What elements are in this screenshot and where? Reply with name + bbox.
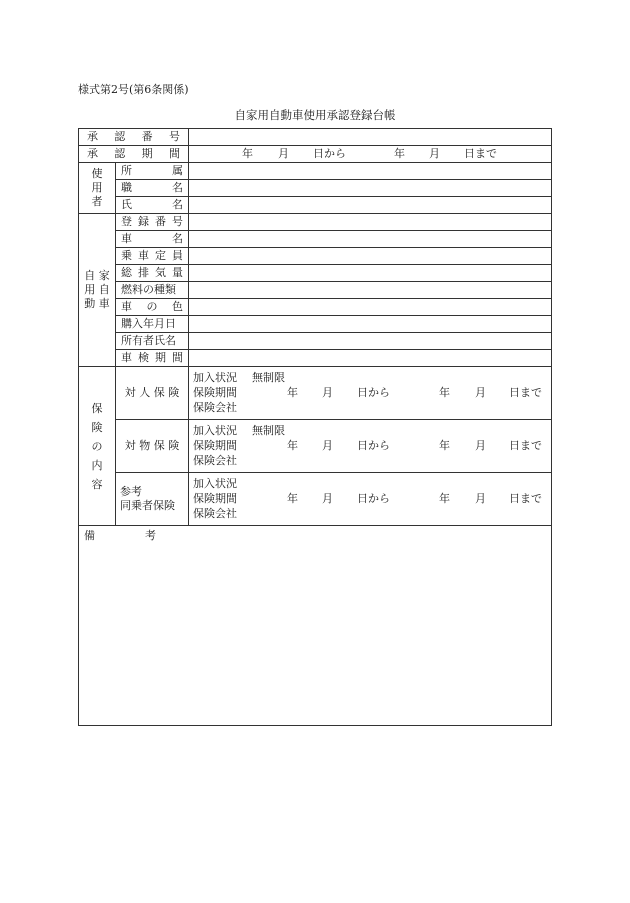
year-unit: 年 [287, 492, 298, 505]
label-char: 認 [114, 130, 126, 143]
label-char: 承 [87, 130, 98, 143]
label-char: 検 [138, 351, 149, 364]
year-unit: 年 [439, 492, 450, 505]
inspection-period-label [116, 350, 189, 367]
user-section-label [79, 163, 116, 214]
approval-period-value[interactable] [189, 146, 552, 163]
owner-name-label [116, 333, 189, 350]
capacity-value[interactable] [189, 248, 552, 265]
label-char: 車 [138, 249, 149, 262]
fuel-type-value[interactable] [189, 282, 552, 299]
period-label: 保険期間 [193, 439, 237, 452]
label-text: 購入年月日 [121, 317, 176, 330]
registration-number-label [116, 214, 189, 231]
month-unit: 月 [322, 492, 333, 505]
label-char: 間 [172, 351, 183, 364]
displacement-value[interactable] [189, 265, 552, 282]
label-char: 氏 [121, 198, 132, 211]
month-unit: 月 [475, 492, 486, 505]
label-char: 車 [121, 232, 132, 245]
month-unit: 月 [475, 386, 486, 399]
car-name-label [116, 231, 189, 248]
label-line: 自 家 [84, 269, 110, 282]
registry-table [78, 128, 552, 726]
label-char: 車 [121, 300, 132, 313]
purchase-date-label [116, 316, 189, 333]
vehicle-row [79, 265, 552, 282]
label-char: 定 [155, 249, 166, 262]
year-unit: 年 [287, 386, 298, 399]
insurance-row [79, 473, 552, 526]
label-char: 排 [138, 266, 149, 279]
label-char: 容 [91, 477, 103, 491]
label-char: 登 [121, 215, 132, 228]
approval-number-row [79, 129, 552, 146]
label-char: 号 [168, 130, 180, 143]
approval-period-row [79, 146, 552, 163]
label-char: 量 [172, 266, 183, 279]
label-char: 総 [121, 266, 132, 279]
label-char: 内 [91, 458, 103, 472]
label-char: 期 [141, 147, 153, 160]
name-label [116, 197, 189, 214]
label-char: 色 [172, 300, 183, 313]
status-label: 加入状況 [193, 477, 237, 490]
label-char: 職 [121, 181, 132, 194]
label-char: 番 [141, 130, 153, 143]
label-char: 使 [91, 167, 103, 180]
label-char: 用 [91, 181, 103, 194]
position-value[interactable] [189, 180, 552, 197]
passenger-insurance-label [116, 473, 189, 526]
notes-row [79, 526, 552, 726]
user-row [79, 197, 552, 214]
year-unit: 年 [242, 147, 253, 160]
car-name-value[interactable] [189, 231, 552, 248]
period-label: 保険期間 [193, 492, 237, 505]
month-unit: 月 [322, 439, 333, 452]
label-text: 同乗者保険 [120, 499, 175, 512]
notes-label-char: 備 [84, 529, 95, 542]
user-row [79, 163, 552, 180]
vehicle-row [79, 350, 552, 367]
position-label [116, 180, 189, 197]
registration-number-value[interactable] [189, 214, 552, 231]
month-unit: 月 [429, 147, 440, 160]
personal-insurance-label [116, 367, 189, 420]
owner-name-value[interactable] [189, 333, 552, 350]
label-char: 承 [87, 147, 98, 160]
month-unit: 月 [278, 147, 289, 160]
notes-area[interactable] [79, 526, 552, 726]
year-unit: 年 [439, 439, 450, 452]
label-char: 保 [91, 401, 103, 415]
label-char: 認 [114, 147, 126, 160]
label-char: 員 [172, 249, 183, 262]
label-char: 険 [91, 420, 103, 434]
vehicle-section-label [79, 214, 116, 367]
property-insurance-label [116, 420, 189, 473]
vehicle-row [79, 316, 552, 333]
label-char: 期 [155, 351, 166, 364]
label-text: 対 物 保 険 [124, 439, 180, 452]
displacement-label [116, 265, 189, 282]
notes-label-char: 考 [145, 529, 156, 542]
label-char: 間 [168, 147, 180, 160]
user-row [79, 180, 552, 197]
from-unit: 日から [357, 492, 390, 505]
label-char: 者 [91, 195, 103, 208]
month-unit: 月 [322, 386, 333, 399]
capacity-label [116, 248, 189, 265]
vehicle-row [79, 248, 552, 265]
label-char: 気 [155, 266, 166, 279]
label-char: の [91, 439, 103, 453]
status-label: 加入状況 [193, 371, 237, 384]
month-unit: 月 [475, 439, 486, 452]
year-unit: 年 [394, 147, 405, 160]
approval-period-label [79, 146, 189, 163]
until-unit: 日まで [509, 439, 542, 452]
car-color-value[interactable] [189, 299, 552, 316]
affiliation-label [116, 163, 189, 180]
document-title: 自家用自動車使用承認登録台帳 [234, 108, 396, 122]
vehicle-row [79, 282, 552, 299]
label-char: の [146, 300, 158, 313]
personal-insurance-value[interactable] [189, 367, 552, 420]
form-number: 様式第2号(第6条関係) [78, 83, 189, 96]
insurance-row [79, 420, 552, 473]
company-label: 保険会社 [193, 401, 237, 414]
unlimited-text: 無制限 [252, 371, 285, 384]
from-unit: 日から [357, 439, 390, 452]
vehicle-row [79, 299, 552, 316]
insurance-row [79, 367, 552, 420]
inspection-period-value[interactable] [189, 350, 552, 367]
label-char: 名 [172, 232, 183, 245]
until-unit: 日まで [509, 492, 542, 505]
unlimited-text: 無制限 [252, 424, 285, 437]
status-label: 加入状況 [193, 424, 237, 437]
label-char: 番 [155, 215, 166, 228]
label-line: 用 自 [84, 283, 110, 296]
year-unit: 年 [439, 386, 450, 399]
label-text: 対 人 保 険 [124, 386, 180, 399]
passenger-insurance-value[interactable] [189, 473, 552, 526]
approval-number-label [79, 129, 189, 146]
label-char: 名 [172, 198, 183, 211]
until-unit: 日まで [509, 386, 542, 399]
from-unit: 日から [357, 386, 390, 399]
year-unit: 年 [287, 439, 298, 452]
name-value[interactable] [189, 197, 552, 214]
label-char: 録 [138, 215, 149, 228]
property-insurance-value[interactable] [189, 420, 552, 473]
until-unit: 日まで [464, 147, 497, 160]
period-label: 保険期間 [193, 386, 237, 399]
fuel-type-label [116, 282, 189, 299]
label-text: 参考 [120, 485, 142, 498]
label-text: 所有者氏名 [121, 334, 176, 347]
affiliation-value[interactable] [189, 163, 552, 180]
vehicle-row [79, 231, 552, 248]
insurance-section-label [79, 367, 116, 526]
label-char: 所 [121, 164, 132, 177]
car-color-label [116, 299, 189, 316]
company-label: 保険会社 [193, 507, 237, 520]
label-line: 動 車 [84, 297, 110, 310]
label-char: 名 [172, 181, 183, 194]
approval-number-value[interactable] [189, 129, 552, 146]
label-text: 燃料の種類 [121, 283, 176, 296]
vehicle-row [79, 214, 552, 231]
from-unit: 日から [313, 147, 346, 160]
company-label: 保険会社 [193, 454, 237, 467]
label-char: 号 [172, 215, 183, 228]
purchase-date-value[interactable] [189, 316, 552, 333]
label-char: 車 [121, 351, 132, 364]
label-char: 属 [172, 164, 183, 177]
label-char: 乗 [121, 249, 132, 262]
vehicle-row [79, 333, 552, 350]
